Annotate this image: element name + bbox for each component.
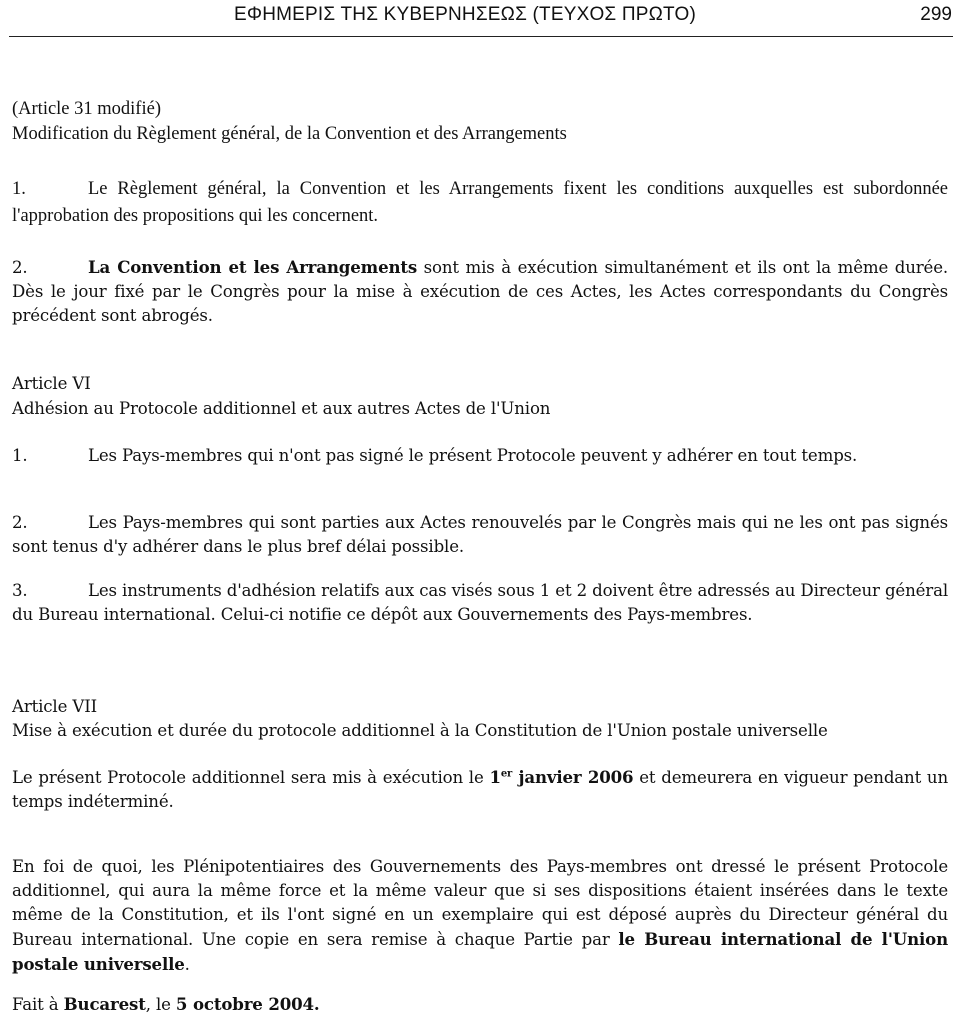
article6-paragraph-1 <box>12 444 948 468</box>
paragraph-bold-text: La Convention et les Arrangements <box>88 257 418 277</box>
paragraph-text: Les Pays-membres qui sont parties aux Actes renouvelés par le Congrès mais qui ne les ont pas signés sont tenus d'y adhérer dans le plus bref délai possible. <box>12 513 948 556</box>
article31-subheading: Modification du Règlement général, de la Convention et des Arrangements <box>12 124 567 144</box>
page-number: 299 <box>920 4 952 25</box>
paragraph-number: 1. <box>12 179 26 199</box>
paragraph-number: 1. <box>12 446 28 465</box>
signature-date: 5 octobre 2004 <box>175 994 314 1014</box>
article31-heading: (Article 31 modifié) <box>12 99 161 119</box>
article7-heading: Article VII <box>12 697 98 716</box>
paragraph-text: Les Pays-membres qui n'ont pas signé le présent Protocole peuvent y adhérer en tout temps. <box>88 446 858 465</box>
article6-subheading: Adhésion au Protocole additionnel et aux autres Actes de l'Union <box>12 399 551 418</box>
paragraph-text: Les instruments d'adhésion relatifs aux cas visés sous 1 et 2 doivent être adressés au Directeur général du Bureau international. Celui-ci notifie ce dépôt aux Gouvernements des Pays-membres. <box>12 581 948 624</box>
article31-paragraph-1 <box>12 176 948 230</box>
closing-paragraph: En foi de quoi, les Plénipotentiaires des Gouvernements des Pays-membres ont dressé le présent Protocole additionnel, qui aura la même force et la même valeur que si ses dispositions étaient insérées dans le texte même de la Constitution, et ils l'ont signé en un exemplaire qui est déposé auprès du Directeur général du Bureau international. Une copie en sera remise à chaque Partie par le Bureau international de l'Union postale universelle. <box>12 857 948 974</box>
article7-paragraph <box>12 765 948 814</box>
paragraph-number: 2. <box>12 258 28 277</box>
paragraph-text: Le présent Protocole additionnel sera mis à exécution le <box>12 768 490 787</box>
closing-bold-text: le Bureau international de l'Union postale universelle <box>12 929 948 974</box>
effective-date: 1er janvier 2006 <box>489 767 634 787</box>
signature-city: Bucarest <box>63 994 146 1014</box>
paragraph-text: En foi de quoi, les Plénipotentiaires des Gouvernements des Pays-membres ont dressé le présent Protocole additionnel, qui aura la même force et la même valeur que si ses dispositions étaient insérées dans le texte même de la Constitution, et ils l'ont signé en un exemplaire qui est déposé auprès du Directeur général du Bureau international. Une copie en sera remise à chaque Partie par <box>12 857 948 949</box>
article6-paragraph-2 <box>12 511 948 559</box>
article6-paragraph-3 <box>12 579 948 627</box>
header-rule <box>9 36 953 37</box>
paragraph-text: sont mis à exécution simultanément et ils ont la même durée. Dès le jour fixé par le Congrès pour la mise à exécution de ces Actes, les Actes correspondants du Congrès précédent sont abrogés. <box>12 258 948 325</box>
paragraph-number: 3. <box>12 581 28 600</box>
article7-subheading: Mise à exécution et durée du protocole additionnel à la Constitution de l'Union postale universelle <box>12 721 828 740</box>
article31-paragraph-2 <box>12 255 948 328</box>
gazette-title: ΕΦΗΜΕΡΙΣ ΤΗΣ ΚΥΒΕΡΝΗΣΕΩΣ (ΤΕΥΧΟΣ ΠΡΩΤΟ) <box>234 4 697 25</box>
paragraph-text-end: et demeurera en vigueur pendant un temps indéterminé. <box>12 768 948 811</box>
paragraph-text: Le Règlement général, la Convention et les Arrangements fixent les conditions auxquelles est subordonnée l'approbation des propositions qui les concernent. <box>12 179 948 226</box>
signature-line: Fait à Bucarest, le 5 octobre 2004. <box>12 994 320 1014</box>
article6-heading: Article VI <box>12 374 91 393</box>
paragraph-number: 2. <box>12 513 28 532</box>
page-header <box>0 0 960 36</box>
